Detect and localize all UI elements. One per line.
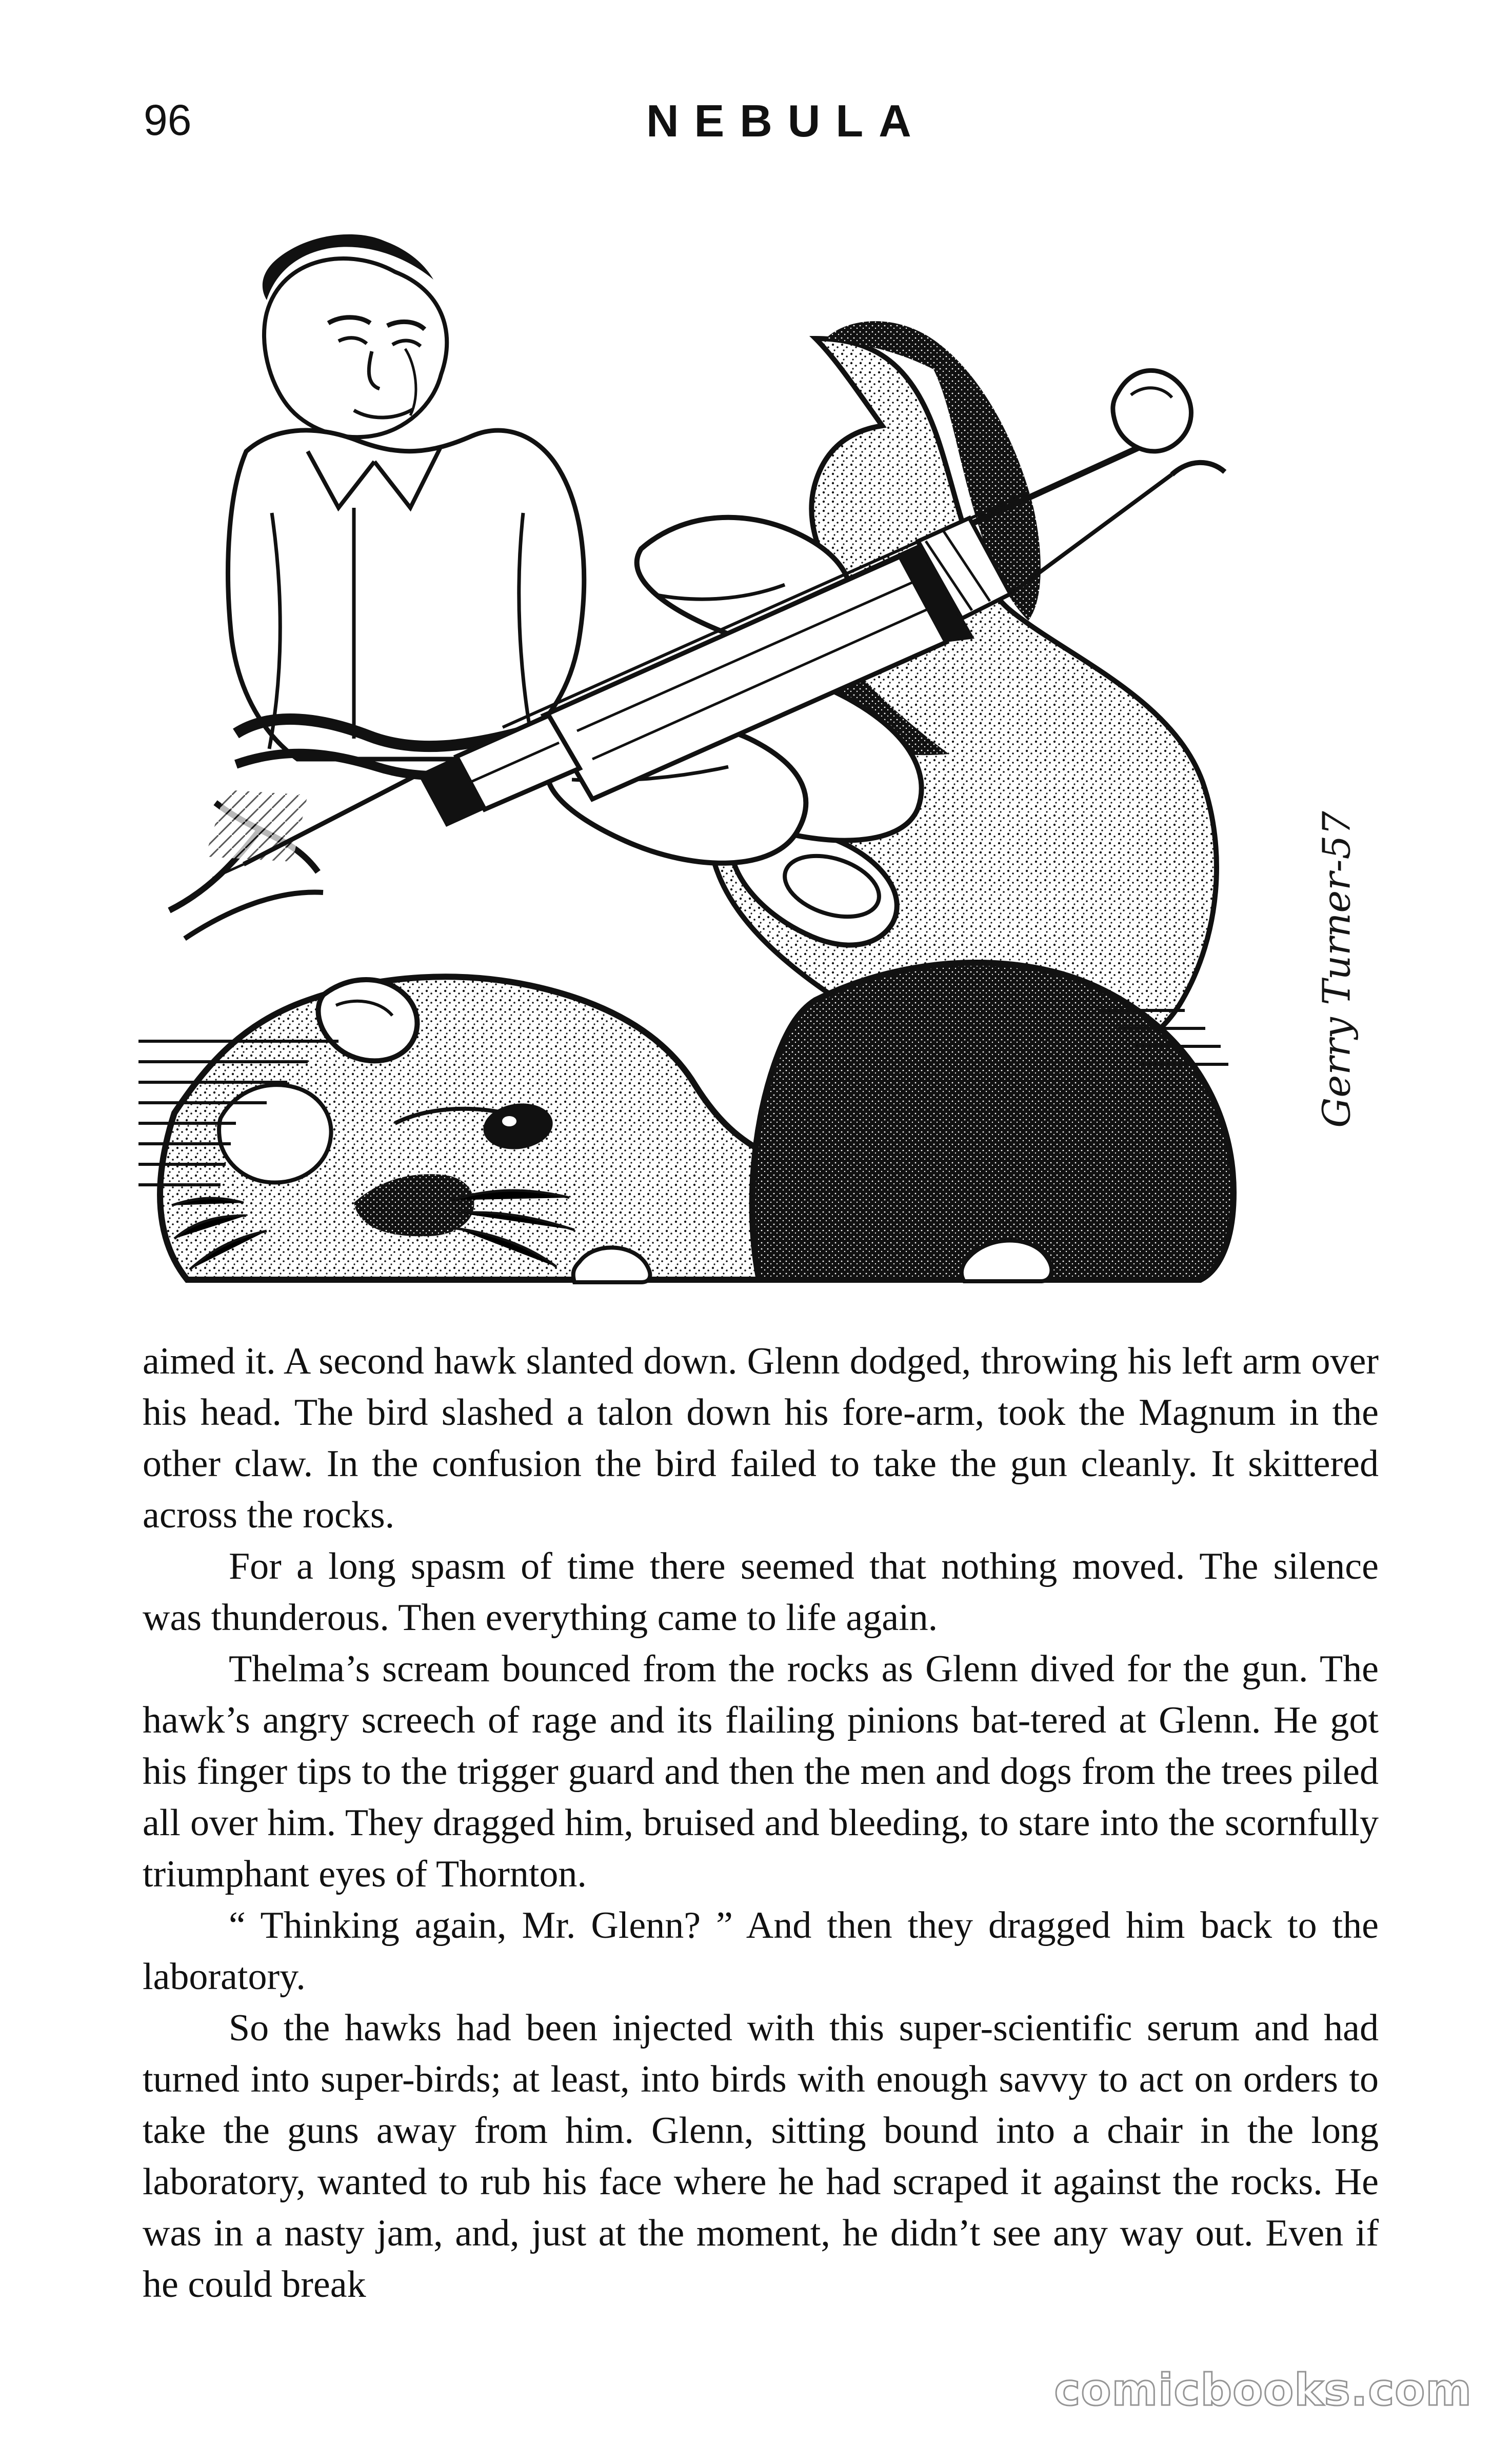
story-illustration [138, 195, 1380, 1293]
watermark: comicbooks.com [1054, 2365, 1472, 2416]
paragraph-2: For a long spasm of time there seemed that nothing moved. The silence was thunderous. Then everything came to life again. [143, 1545, 1379, 1639]
paragraph-4: “ Thinking again, Mr. Glenn? ” And then they dragged him back to the laboratory. [143, 1904, 1379, 1998]
story-text [143, 1336, 1379, 2310]
paragraph-5: So the hawks had been injected with this super-scientific serum and had turned into super-birds; at least, into birds with enough savvy to act on orders to take the guns away from him. Glenn, sitting bound into a chair in the long laboratory, wanted to rub his face where he had scraped it against the rocks. He was in a nasty jam, and, just at the moment, he didn’t see any way out. Even if he could break [143, 2007, 1379, 2306]
paragraph-3: Thelma’s scream bounced from the rocks as Glenn dived for the gun. The hawk’s angry screech of rage and its flailing pinions bat-tered at Glenn. He got his finger tips to the trigger guard and then the men and dogs from the trees piled all over him. They dragged him, bruised and bleeding, to stare into the scornfully triumphant eyes of Thornton. [143, 1648, 1379, 1895]
running-head [144, 95, 1375, 160]
guinea-pig [138, 963, 1234, 1282]
artist-signature: Gerry Turner-57 [1315, 811, 1359, 1128]
man-figure [169, 234, 584, 939]
illustration-drawing [138, 195, 1380, 1293]
running-title: NEBULA [646, 95, 927, 146]
paragraph-1: aimed it. A second hawk slanted down. Glenn dodged, throwing his left arm over his head. The bird slashed a talon down his fore-arm, took the Magnum in the other claw. In the confusion the bird failed to take the gun cleanly. It skittered across the rocks. [143, 1340, 1379, 1536]
page-number: 96 [144, 96, 192, 144]
